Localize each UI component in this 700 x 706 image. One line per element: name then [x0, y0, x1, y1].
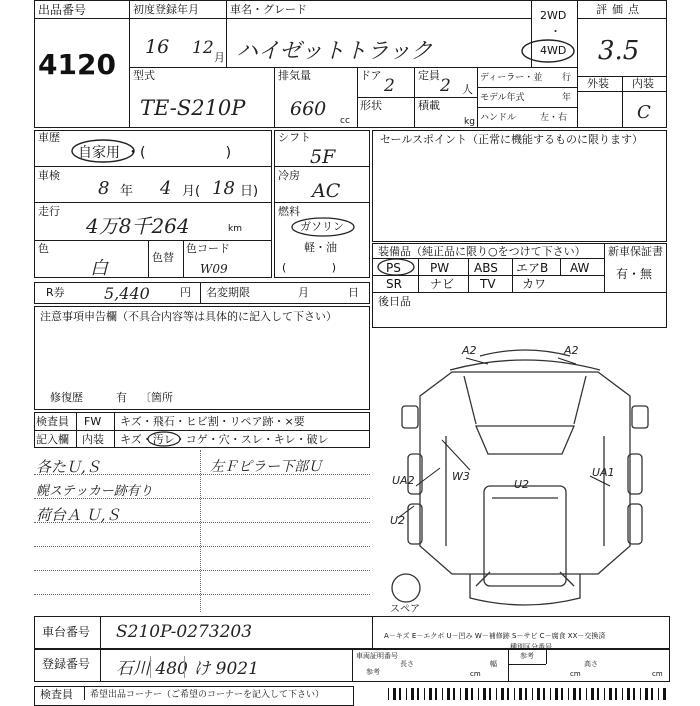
first-reg-label: 初度登録年月 — [133, 3, 199, 16]
displacement-label: 排気量 — [278, 69, 311, 82]
fuel-light-oil: 軽・油 — [304, 241, 337, 254]
dealer-label: ディーラー・並 — [480, 73, 543, 83]
load-label: 積載 — [418, 99, 440, 112]
after-box — [372, 292, 667, 328]
handle-label: ハンドル — [480, 113, 517, 123]
interior-label: 内装 — [632, 77, 654, 90]
color-code-value: W09 — [200, 262, 228, 276]
diagram-label-a2-right: A2 — [564, 344, 579, 357]
drive-4wd: 4WD — [540, 44, 567, 57]
person-unit: 人 — [462, 83, 473, 96]
color-code-label: 色コード — [186, 242, 230, 255]
notes-label: 注意事項申告欄（不具合内容等は具体的に記入して下さい） — [40, 310, 337, 323]
color-value: 白 — [90, 258, 108, 279]
stain-circle — [146, 430, 182, 448]
dealer-end: 行 — [562, 73, 572, 83]
new-warranty-label: 新車保証書 — [608, 245, 663, 258]
yen-unit: 円 — [180, 286, 191, 299]
fw-items: キズ・飛石・ヒビ割・リペア跡・×要 — [120, 415, 305, 428]
color-label: 色 — [38, 242, 49, 255]
inspection-year-unit: 年 — [120, 184, 134, 199]
door-value: 2 — [384, 76, 395, 96]
interior-items: キズ・汚レ・コゲ・穴・スレ・キレ・破レ — [120, 433, 329, 446]
equipment-sr: SR — [386, 277, 402, 291]
history-label: 車歴 — [38, 131, 60, 144]
score-label: 評価点 — [596, 3, 644, 16]
remark-line1-left: 各たＵ,Ｓ — [36, 458, 101, 476]
interior-grade: C — [637, 102, 651, 123]
width-label: 幅 — [490, 660, 497, 668]
deadline-month-unit: 月 — [298, 286, 309, 299]
ac-value: AC — [312, 180, 341, 202]
class-label: 種別区分番号 — [510, 643, 552, 651]
chassis-value: S210P-0273203 — [116, 622, 253, 642]
chassis-label: 車台番号 — [42, 625, 91, 639]
model-value: TE-S210P — [140, 96, 246, 120]
reg-label: 登録番号 — [42, 657, 91, 671]
damage-legend: A－キズ E－エクボ U－凹み W－補修跡 S－サビ C－腐食 XX－交換済 — [384, 632, 606, 640]
equipment-navi: ナビ — [430, 277, 455, 291]
ref-label-2: 参考 — [520, 652, 534, 660]
model-year-label: モデル年式 — [480, 93, 525, 103]
remark-line3-left: 荷台Ａ Ｕ,Ｓ — [36, 506, 121, 524]
color-change-label: 色替 — [152, 251, 174, 264]
entry-label: 記入欄 — [36, 433, 69, 446]
score-value: 3.5 — [598, 36, 640, 66]
repair-location: 〔箇所 — [140, 391, 173, 404]
after-label: 後日品 — [378, 295, 411, 308]
barcode — [388, 688, 670, 700]
sales-point-label: セールスポイント（正常に機能するものに限ります） — [380, 133, 644, 146]
cc-unit: cc — [340, 116, 350, 126]
first-reg-month: 12 — [192, 38, 214, 58]
equipment-label: 装備品（純正品に限り○をつけて下さい） — [378, 245, 586, 258]
footer-verify-label: 検査員 — [40, 688, 73, 701]
drive-2wd: 2WD — [540, 9, 567, 22]
inspection-month: 4 — [160, 178, 172, 199]
tax-box — [34, 282, 370, 304]
interior-check-label: 内装 — [82, 433, 104, 446]
r-label: R券 — [46, 286, 65, 299]
length-label: 長さ — [400, 660, 414, 668]
mileage-label: 走行 — [38, 205, 60, 218]
drive-dot: ・ — [550, 25, 561, 38]
diagram-label-spare: スペア — [390, 604, 420, 615]
width-cm: cm — [570, 670, 581, 678]
ref-label-1: 参考 — [366, 668, 380, 676]
height-label: 高さ — [584, 660, 598, 668]
shift-label: シフト — [278, 131, 311, 144]
diagram-label-u2-left: U2 — [390, 514, 406, 527]
diagram-label-ua2: UA2 — [392, 474, 415, 487]
footer-text: 希望出品コーナー（ご希望のコーナーを記入して下さい） — [90, 690, 325, 700]
deadline-label: 名変期限 — [206, 286, 250, 299]
diagram-label-w3: W3 — [452, 470, 470, 483]
ac-label: 冷房 — [278, 169, 300, 182]
model-label: 型式 — [133, 69, 155, 82]
vehicle-diagram — [380, 336, 670, 622]
fuel-paren: ( ) — [282, 261, 337, 274]
equipment-abs: ABS — [474, 261, 498, 275]
shape-label: 形状 — [360, 99, 382, 112]
displacement-value: 660 — [290, 98, 327, 120]
first-reg-year: 16 — [145, 36, 170, 58]
new-warranty-value: 有・無 — [616, 267, 653, 281]
car-name: ハイゼットトラック — [236, 39, 433, 64]
history-paren: ・( ) — [126, 145, 232, 161]
kg-unit: kg — [464, 117, 475, 127]
equipment-ps: PS — [386, 261, 401, 275]
reg-number-label: 車両証明番号 — [356, 652, 398, 660]
shift-value: 5F — [310, 146, 336, 168]
length-cm: cm — [470, 670, 481, 678]
height-cm: cm — [652, 670, 663, 678]
inspection-day-unit: 日) — [240, 184, 259, 199]
door-label: ドア — [360, 69, 382, 82]
fuel-gasoline: ガソリン — [300, 220, 344, 233]
lot-label: 出品番号 — [38, 3, 87, 17]
sales-point-box — [372, 130, 667, 242]
inspection-year: 8 — [98, 178, 110, 199]
repair-value: 有 — [116, 391, 127, 404]
diagram-label-a2-left: A2 — [462, 344, 477, 357]
equipment-airbag: エアB — [516, 261, 549, 275]
year-unit: 年 — [562, 93, 572, 103]
capacity-value: 2 — [440, 76, 451, 96]
inspection-label: 車検 — [38, 169, 60, 182]
remark-line2-left: 幌ステッカー跡有り — [36, 484, 153, 499]
fuel-label: 燃料 — [278, 205, 300, 218]
diagram-label-u2: U2 — [514, 478, 530, 491]
reg-value: 石川 480 け 9021 — [116, 659, 259, 679]
equipment-tv: TV — [480, 277, 496, 291]
inspection-day: 18 — [212, 178, 235, 199]
first-reg-month-unit: 月 — [214, 51, 225, 64]
equipment-pw: PW — [430, 261, 450, 275]
exterior-label: 外装 — [587, 77, 609, 90]
equipment-leather: カワ — [522, 277, 547, 291]
handle-options: 左・右 — [540, 113, 568, 123]
lot-number: 4120 — [38, 48, 116, 81]
name-grade-label: 車名・グレード — [230, 3, 307, 16]
deadline-day-unit: 日 — [348, 286, 359, 299]
inspection-month-unit: 月( — [182, 184, 201, 199]
r-value: 5,440 — [104, 284, 150, 303]
inspector-label: 検査員 — [36, 415, 69, 428]
mileage-value: 4万8千264 — [86, 214, 190, 238]
capacity-label: 定員 — [418, 69, 440, 82]
fw-label: FW — [84, 415, 102, 428]
repair-label: 修復歴 — [50, 391, 83, 404]
diagram-label-ua1: UA1 — [592, 466, 615, 479]
km-unit: km — [228, 224, 242, 234]
history-value: 自家用 — [78, 145, 120, 161]
remark-line1-right: 左Ｆピラー下部Ｕ — [210, 459, 322, 475]
equipment-aw: AW — [570, 261, 590, 275]
